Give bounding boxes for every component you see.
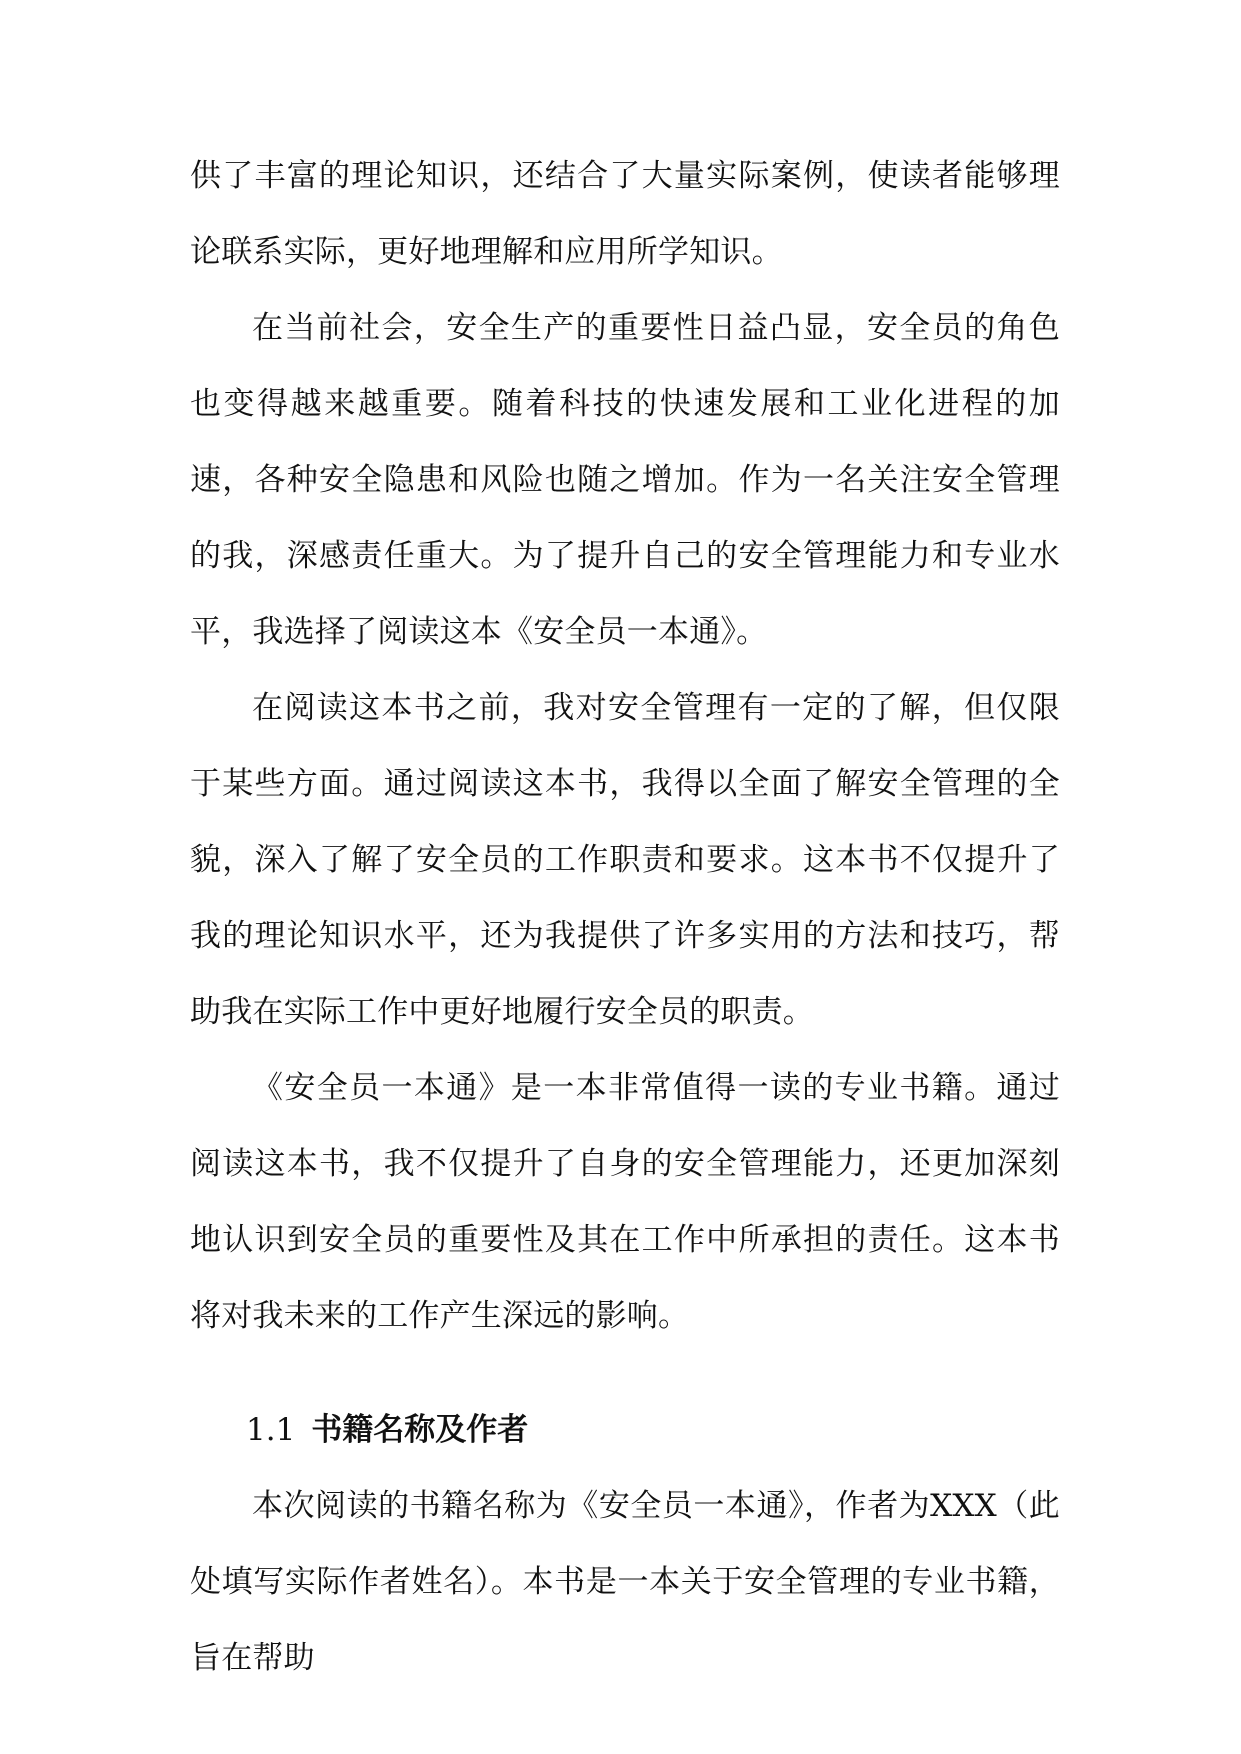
section-heading	[190, 1392, 1060, 1468]
paragraph-before-reading: 在阅读这本书之前，我对安全管理有一定的了解，但仅限于某些方面。通过阅读这本书，我得以全面了解安全管理的全貌，深入了解了安全员的工作职责和要求。这本书不仅提升了我的理论知识水平，还为我提供了许多实用的方法和技巧，帮助我在实际工作中更好地履行安全员的职责。	[190, 690, 1060, 1030]
document-body	[190, 138, 1060, 1696]
paragraph-continuation: 供了丰富的理论知识，还结合了大量实际案例，使读者能够理论联系实际，更好地理解和应用所学知识。	[190, 158, 1060, 270]
section-title: 书籍名称及作者	[311, 1412, 529, 1448]
paragraph-social-context: 在当前社会，安全生产的重要性日益凸显，安全员的角色也变得越来越重要。随着科技的快速发展和工业化进程的加速，各种安全隐患和风险也随之增加。作为一名关注安全管理的我，深感责任重大。为了提升自己的安全管理能力和专业水平，我选择了阅读这本《安全员一本通》。	[190, 310, 1060, 650]
section-number: 1.1	[246, 1412, 296, 1448]
paragraph-summary: 《安全员一本通》是一本非常值得一读的专业书籍。通过阅读这本书，我不仅提升了自身的安全管理能力，还更加深刻地认识到安全员的重要性及其在工作中所承担的责任。这本书将对我未来的工作产生深远的影响。	[190, 1070, 1060, 1334]
paragraph-book-info: 本次阅读的书籍名称为《安全员一本通》，作者为XXX（此处填写实际作者姓名）。本书是一本关于安全管理的专业书籍，旨在帮助	[190, 1488, 1060, 1676]
